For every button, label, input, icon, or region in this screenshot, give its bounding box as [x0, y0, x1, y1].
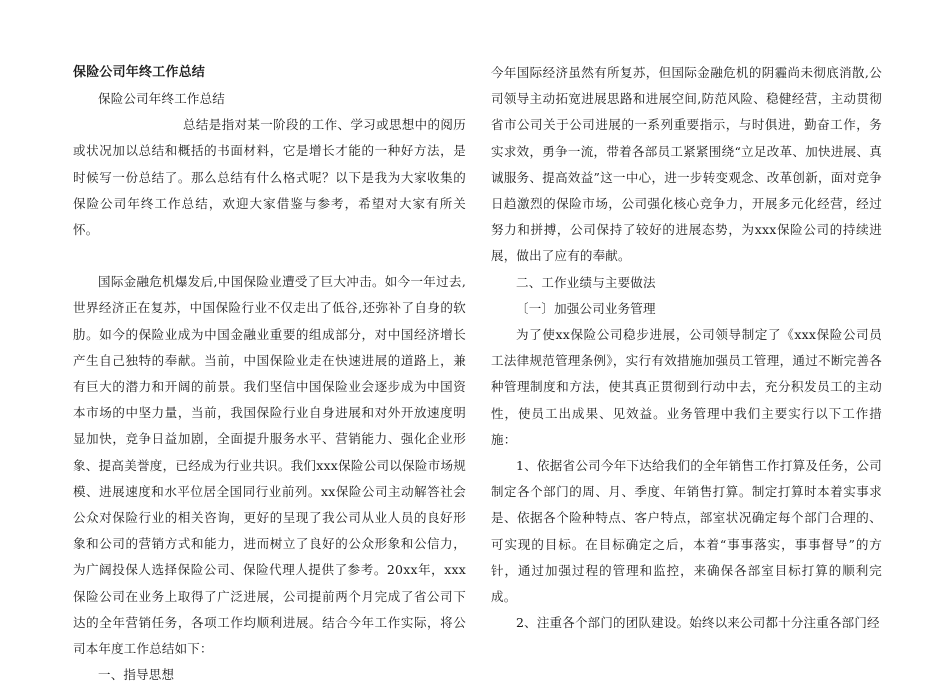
paragraph-sales-plan: 1、依据省公司今年下达给我们的全年销售工作打算及任务，公司制定各个部门的周、月、季度、年销售打算。制定打算时本着实事求是、依据各个险种特点、客户特点，部室状况确定每个部门合理的、可实现的目标。在目标确定之后，本着“事事落实，事事督导”的方针，通过加强过程的管理和监控，来确保各部室目标打算的顺利完成。 — [491, 458, 882, 605]
paragraph-gap — [73, 243, 466, 269]
heading-achievements: 二、工作业绩与主要做法 — [516, 274, 656, 290]
document-title: 保险公司年终工作总结 — [73, 65, 206, 80]
heading-guiding-thought: 一、指导思想 — [98, 667, 175, 683]
document-subtitle: 保险公司年终工作总结 — [98, 91, 226, 106]
paragraph-background: 国际金融危机爆发后,中国保险业遭受了巨大冲击。如今一年过去,世界经济正在复苏，中国保险行业不仅走出了低谷,还弥补了自身的软肋。如今的保险业成为中国金融业重要的组成部分，对中国经济增长产生自己独特的奉献。当前，中国保险业走在快速进展的道路上，兼有巨大的潜力和开阔的前景。我们坚信中国保险业会逐步成为中国资本市场的中坚力量，当前，我国保险行业自身进展和对外开放速度明显加快，竞争日益加剧，全面提升服务水平、营销能力、强化企业形象、提高美誉度，已经成为行业共识。我们xxx保险公司以保险市场规模、进展速度和水平位居全国同行业前列。xx保险公司主动解答社会公众对保险行业的相关咨询，更好的呈现了我公司从业人员的良好形象和公司的营销方式和能力，进而树立了良好的公众形象和公信力，为广阔投保人选择保险公司、保险代理人提供了参考。20xx年，xxx保险公司在业务上取得了广泛进展，公司提前两个月完成了省公司下达的全年营销任务，各项工作均顺利进展。结合今年工作实际，将公司本年度工作总结如下： — [73, 274, 466, 657]
paragraph-business-management: 为了使xx保险公司稳步进展，公司领导制定了《xxx保险公司员工法律规范管理条例》，实行有效措施加强员工管理，通过不断完善各种管理制度和方法，使其真正贯彻到行动中去，充分积发员工的主动性，使员工出成果、见效益。业务管理中我们主要实行以下工作措施： — [491, 327, 882, 447]
left-column — [73, 60, 466, 688]
heading-business-management: 〔一〕加强公司业务管理 — [516, 300, 656, 316]
paragraph-guiding-thought-continued: 今年国际经济虽然有所复苏，但国际金融危机的阴霾尚未彻底消散,公司领导主动拓宽进展思路和进展空间,防范风险、稳健经营，主动贯彻省市公司关于公司进展的一系列重要指示，与时俱进，勤奋工作，务实求效，勇争一流，带着各部员工紧紧围绕“立足改革、加快进展、真诚服务、提高效益”这一中心，进一步转变观念、改革创新，面对竞争日趋激烈的保险市场，公司强化核心竞争力，开展多元化经营，经过努力和拼搏，公司保持了较好的进展态势，为xxx保险公司的持续进展，做出了应有的奉献。 — [491, 65, 882, 264]
right-column — [491, 60, 882, 636]
intro-paragraph: 总结是指对某一阶段的工作、学习或思想中的阅历或状况加以总结和概括的书面材料，它是增长才能的一种好方法，是时候写一份总结了。那么总结有什么格式呢？以下是我为大家收集的保险公司年终工作总结，欢迎大家借鉴与参考，希望对大家有所关怀。 — [73, 117, 466, 238]
paragraph-team-building: 2、注重各个部门的团队建设。始终以来公司都十分注重各部门经 — [516, 615, 880, 631]
